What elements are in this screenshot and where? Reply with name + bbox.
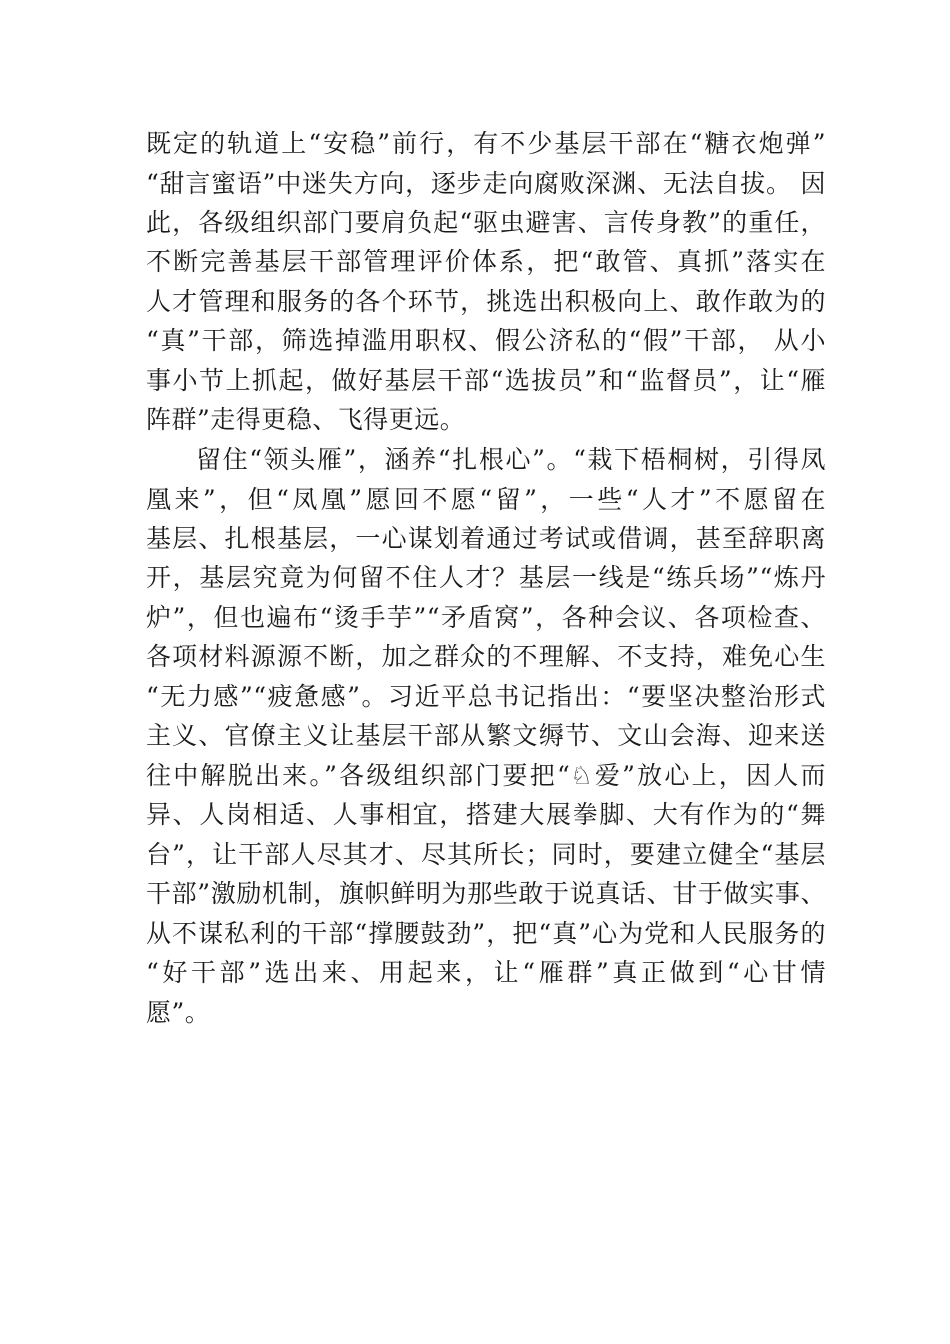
text-line: “真”干部，筛选掉滥用职权、假公济私的“假”干部， 从小 <box>146 326 826 355</box>
paragraph-first-line: 留住“领头雁”，涵养“扎根心”。“栽下梧桐树，引得凤 <box>196 445 826 474</box>
text-line: 各项材料源源不断，加之群众的不理解、不支持，难免心生 <box>146 642 826 671</box>
text-line: “甜言蜜语”中迷失方向，逐步走向腐败深渊、无法自拔。 因 <box>146 169 826 198</box>
text-line: 凰来”，但“凤凰”愿回不愿“留”，一些“人才”不愿留在 <box>146 485 826 514</box>
text-line: 主义、官僚主义让基层干部从繁文缛节、文山会海、迎来送 <box>146 721 826 750</box>
text-line: 事小节上抓起，做好基层干部“选拔员”和“监督员”，让“雁 <box>146 366 826 395</box>
text-line: 此，各级组织部门要肩负起“驱虫避害、言传身教”的重任， <box>146 208 826 237</box>
text-line: 愿”。 <box>146 998 211 1027</box>
text-line: 人才管理和服务的各个环节，挑选出积极向上、敢作敢为的 <box>146 287 826 316</box>
text-line: 异、人岗相适、人事相宜，搭建大展拳脚、大有作为的“舞 <box>146 800 826 829</box>
text-line: “好干部”选出来、用起来，让“雁群”真正做到“心甘情 <box>146 958 826 987</box>
text-line: 不断完善基层干部管理评价体系，把“敢管、真抓”落实在 <box>146 247 826 276</box>
text-line: 基层、扎根基层，一心谋划着通过考试或借调，甚至辞职离 <box>146 524 826 553</box>
text-line: 炉”，但也遍布“烫手芋”“矛盾窝”，各种会议、各项检查、 <box>146 603 826 632</box>
text-line: “无力感”“疲惫感”。习近平总书记指出：“要坚决整治形式 <box>146 682 826 711</box>
text-line: 往中解脱出来。”各级组织部门要把“♘爱”放心上，因人而 <box>146 761 826 790</box>
text-line: 开，基层究竟为何留不住人才？基层一线是“练兵场”“炼丹 <box>146 563 826 592</box>
text-line: 台”，让干部人尽其才、尽其所长；同时，要建立健全“基层 <box>146 840 826 869</box>
text-line: 干部”激励机制，旗帜鲜明为那些敢于说真话、甘于做实事、 <box>146 879 826 908</box>
text-line: 既定的轨道上“安稳”前行，有不少基层干部在“糖衣炮弹” <box>146 129 826 158</box>
text-line: 从不谋私利的干部“撑腰鼓劲”，把“真”心为党和人民服务的 <box>146 919 826 948</box>
text-line: 阵群”走得更稳、飞得更远。 <box>146 405 466 434</box>
